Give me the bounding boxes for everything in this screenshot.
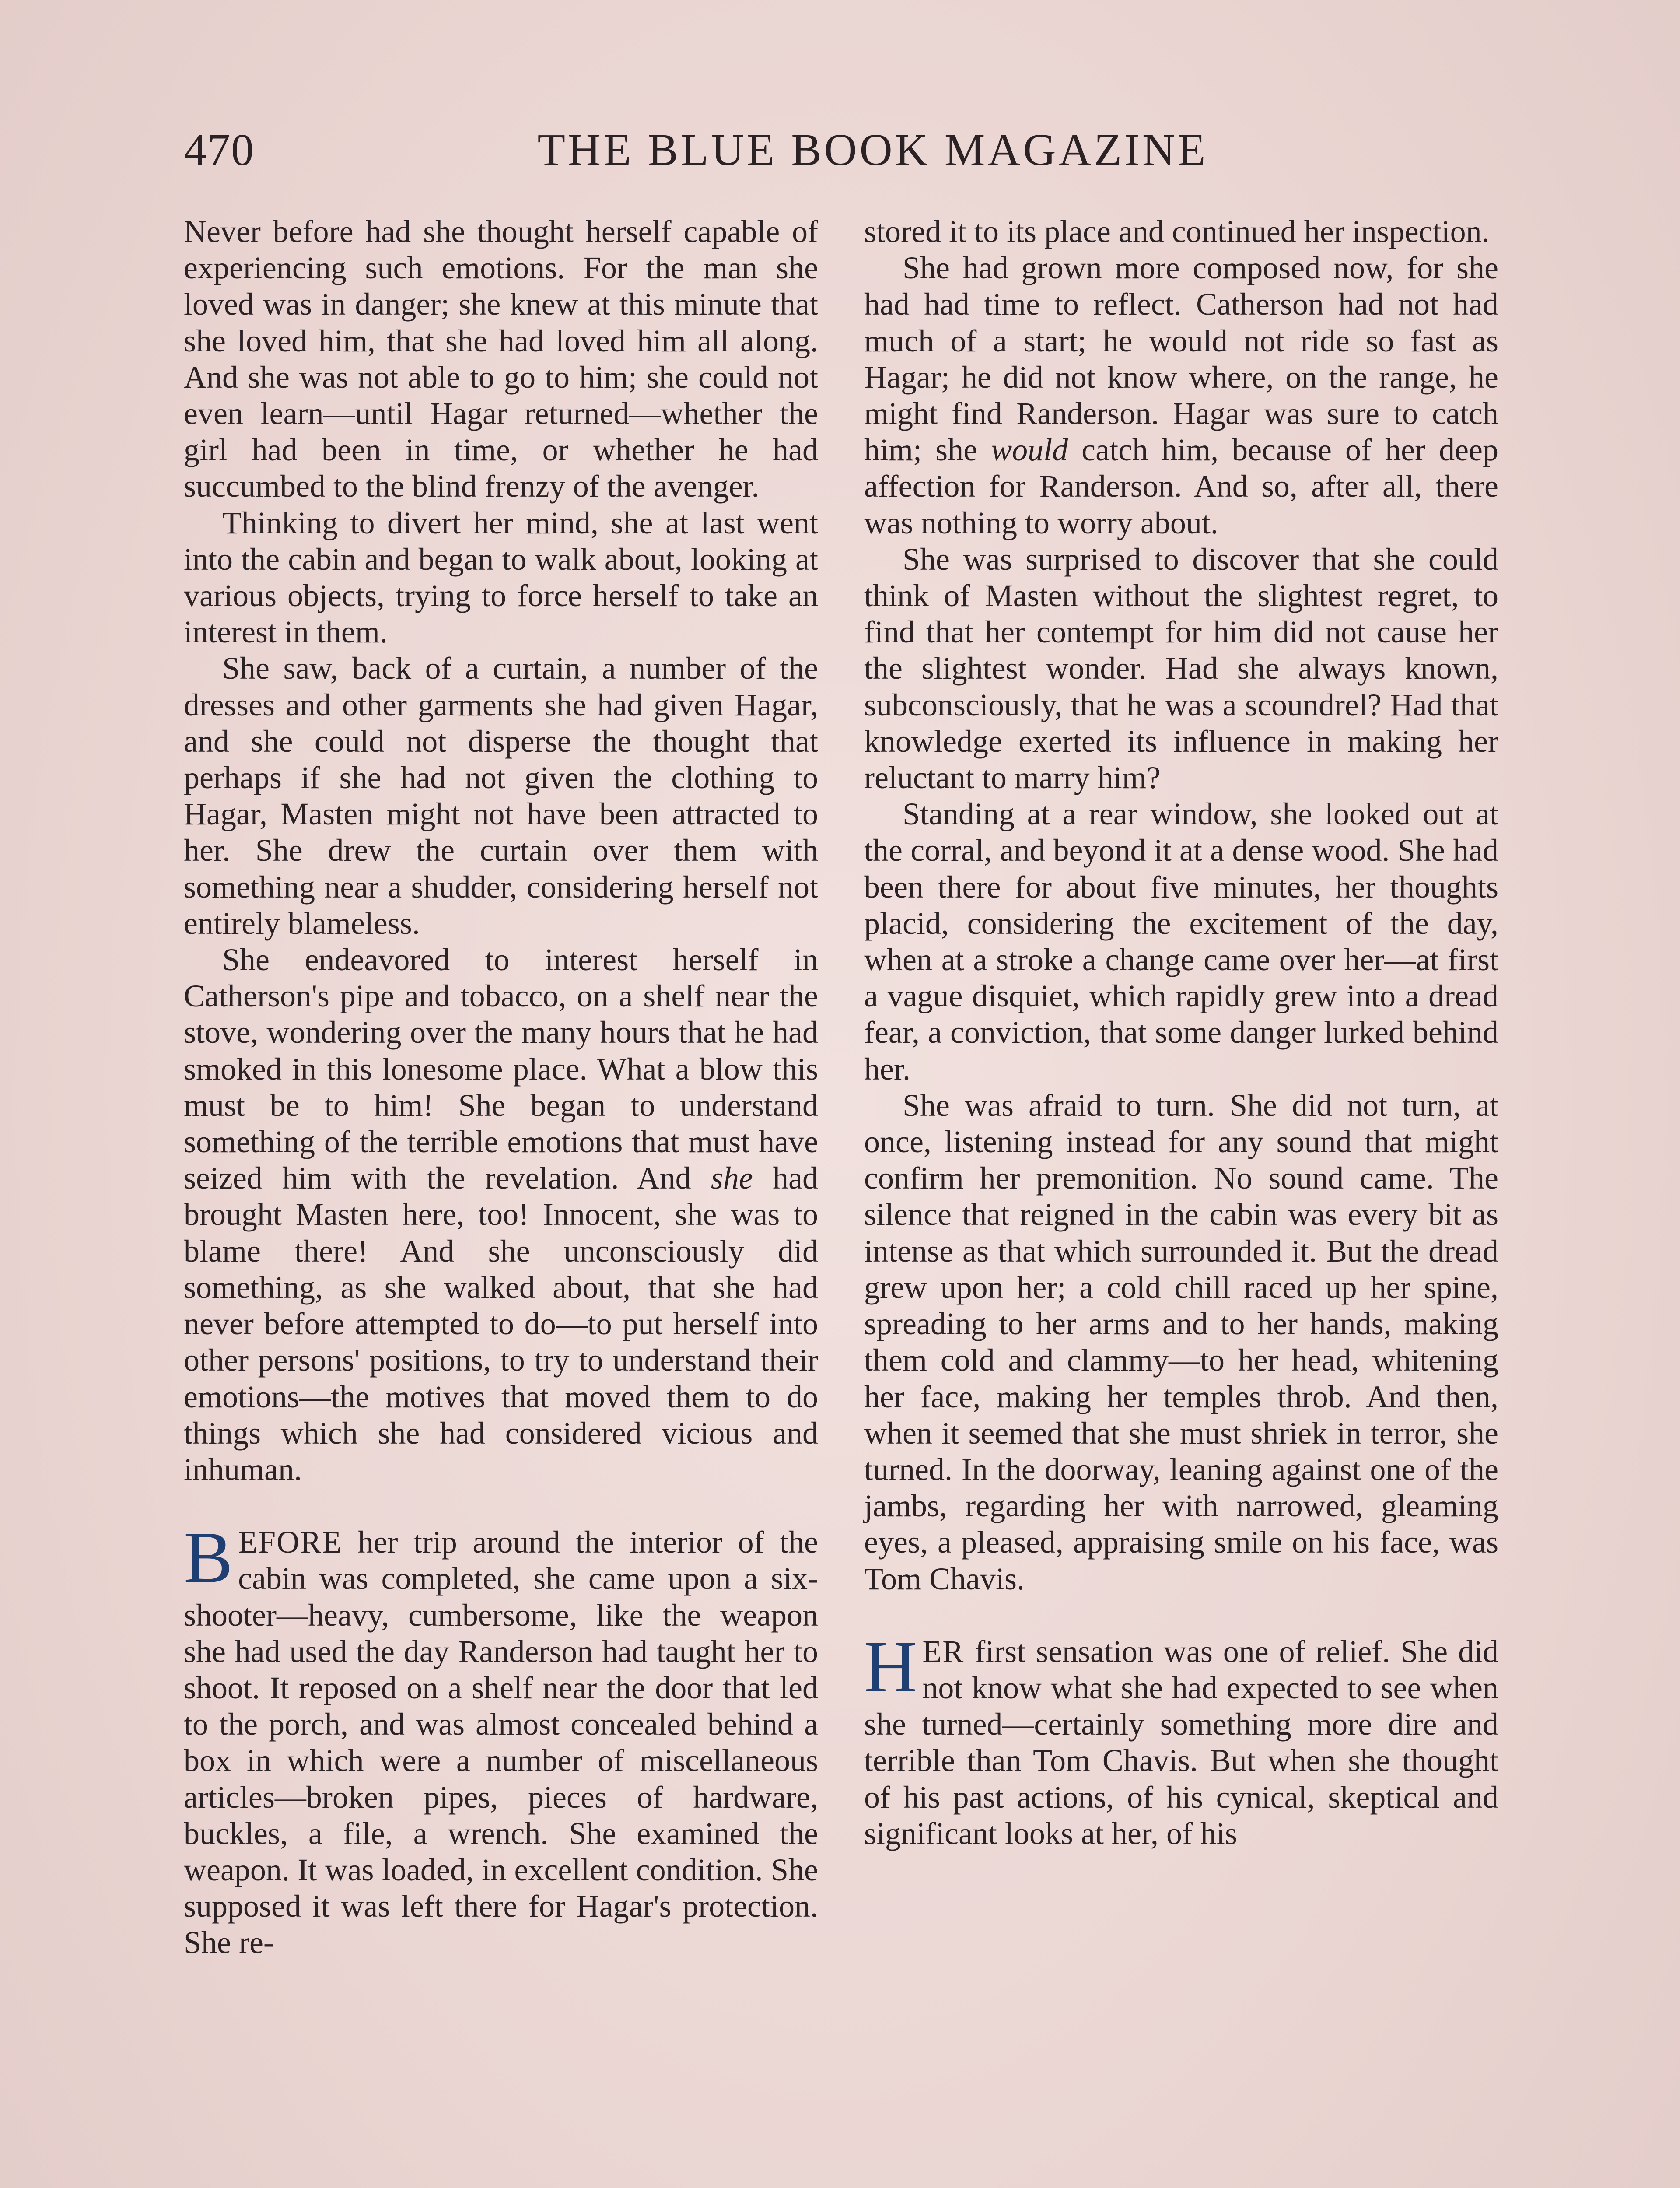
- paragraph: She was surprised to discover that she could think of Masten without the slightest regret, to find that her contempt for him did not cause her the slightest wonder. Had she always known, subconsciously, that he was a scoundrel? Had that knowledge exerted its influence in making her reluctant to marry him?: [864, 541, 1498, 796]
- paragraph: [864, 250, 1498, 541]
- paragraph: She saw, back of a curtain, a number of the dresses and other garments she had given Hagar, and she could not disperse the thought that perhaps if she had not given the clothing to Hagar, Masten might not have been attracted to her. She drew the curtain over them with something near a shudder, considering herself not entirely blameless.: [184, 651, 818, 941]
- paragraph-text: her trip around the interior of the cabin was completed, she came upon a six-shooter—heavy, cumbersome, like the weapon she had used the day Randerson had taught her to shoot. It reposed on a shelf near the door that led to the porch, and was almost concealed behind a box in which were a number of miscellaneous articles—broken pipes, pieces of hardware, buckles, a file, a wrench. She examined the weapon. It was loaded, in excellent condition. She supposed it was left there for Hagar's protection. She re-: [184, 1525, 818, 1960]
- paragraph-text: first sensation was one of relief. She did not know what she had expected to see when she turned—certainly something more dire and terrible than Tom Chavis. But when she thought of his past actions, of his cynical, skeptical and significant looks at her, of his: [864, 1634, 1498, 1851]
- right-column: [864, 214, 1498, 1852]
- page-header: [184, 117, 1509, 183]
- paragraph: Thinking to divert her mind, she at last went into the cabin and began to walk about, looking at various objects, trying to force herself to take an interest in them.: [184, 505, 818, 650]
- section-paragraph: [184, 1517, 818, 1961]
- drop-cap: H: [864, 1626, 917, 1708]
- section-paragraph: [864, 1626, 1498, 1852]
- italic-word: would: [991, 432, 1068, 468]
- page-number: 470: [184, 125, 255, 175]
- drop-cap: B: [184, 1517, 233, 1599]
- paragraph-text: catch him, because of her deep affection for Randerson. And so, after all, there was nothing to worry about.: [864, 432, 1498, 540]
- small-caps-lead: EFORE: [238, 1525, 343, 1560]
- paragraph: Never before had she thought herself capable of experiencing such emotions. For the man she loved was in danger; she knew at this minute that she loved him, that she had loved him all along. And she was not able to go to him; she could not even learn—until Hagar returned—whether the girl had been in time, or whether he had succumbed to the blind frenzy of the avenger.: [184, 214, 818, 504]
- paragraph: Standing at a rear window, she looked out at the corral, and beyond it at a dense wood. She had been there for about five minutes, her thoughts placid, considering the excitement of the day, when at a stroke a change came over her—at first a vague disquiet, which rapidly grew into a dread fear, a conviction, that some danger lurked behind her.: [864, 796, 1498, 1087]
- paragraph-text: She had grown more composed now, for she had had time to reflect. Catherson had not had much of a start; he would not ride so fast as Hagar; he did not know where, on the range, he might find Randerson. Hagar was sure to catch him; she: [864, 250, 1498, 468]
- paragraph: [184, 942, 818, 1488]
- small-caps-lead: ER: [922, 1634, 965, 1669]
- magazine-title: THE BLUE BOOK MAGAZINE: [537, 125, 1208, 175]
- left-column: [184, 214, 818, 1961]
- paragraph-text: She endeavored to interest herself in Catherson's pipe and tobacco, on a shelf near the stove, wondering over the many hours that he had smoked in this lonesome place. What a blow this must be to him! She began to understand something of the terrible emotions that must have seized him with the revelation. And: [184, 942, 818, 1196]
- paragraph: She was afraid to turn. She did not turn, at once, listening instead for any sound that might confirm her premonition. No sound came. The silence that reigned in the cabin was every bit as intense as that which surrounded it. But the dread grew upon her; a cold chill raced up her spine, spreading to her arms and to her hands, making them cold and clammy—to her head, whitening her face, making her temples throb. And then, when it seemed that she must shriek in terror, she turned. In the doorway, leaning against one of the jambs, regarding her with narrowed, gleaming eyes, a pleased, appraising smile on his face, was Tom Chavis.: [864, 1087, 1498, 1596]
- paragraph-text: had brought Masten here, too! Innocent, she was to blame there! And she unconsciously did something, as she walked about, that she had never before attempted to do—to put herself into other persons' positions, to try to understand their emotions—the motives that moved them to do things which she had considered vicious and inhuman.: [184, 1161, 819, 1487]
- paragraph: stored it to its place and continued her inspection.: [864, 214, 1490, 249]
- italic-word: she: [710, 1161, 753, 1196]
